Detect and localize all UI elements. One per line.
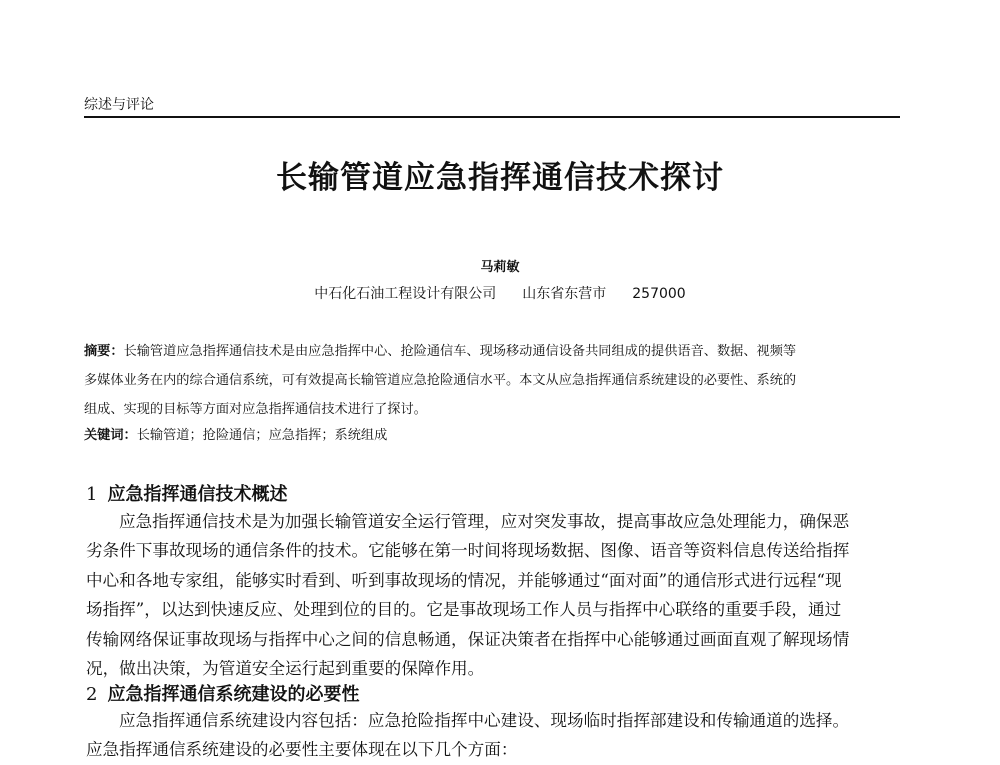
section-2-body	[86, 706, 902, 765]
section-2-heading	[86, 680, 359, 706]
paragraph-line: 应急指挥通信系统建设内容包括：应急抢险指挥中心建设、现场临时指挥部建设和传输通道的选择。	[119, 711, 850, 730]
affiliation-org: 中石化石油工程设计有限公司	[314, 286, 497, 302]
keywords-text: 长输管道；抢险通信；应急指挥；系统组成	[136, 428, 388, 443]
section-1-body	[86, 507, 902, 683]
paragraph-line: 传输网络保证事故现场与指挥中心之间的信息畅通，保证决策者在指挥中心能够通过画面直观了解现场情	[86, 629, 850, 649]
abstract-label: 摘要：	[84, 344, 124, 359]
paragraph-line: 场指挥”，以达到快速反应、处理到位的目的。它是事故现场工作人员与指挥中心联络的重要手段，通过	[86, 600, 842, 620]
keywords-label: 关键词：	[84, 428, 137, 443]
section-number: 2	[86, 684, 98, 705]
journal-section-header: 综述与评论	[84, 97, 154, 113]
author-affiliation	[0, 283, 1000, 303]
affiliation-city: 山东省东营市	[522, 286, 607, 302]
paragraph-line: 应急指挥通信技术是为加强长输管道安全运行管理，应对突发事故，提高事故应急处理能力，确保恶	[119, 512, 850, 531]
paragraph-line: 况，做出决策，为管道安全运行起到重要的保障作用。	[86, 659, 485, 679]
section-title: 应急指挥通信系统建设的必要性	[107, 684, 360, 705]
article-title: 长输管道应急指挥通信技术探讨	[276, 160, 724, 196]
abstract-line: 组成、实现的目标等方面对应急指挥通信技术进行了探讨。	[84, 402, 427, 417]
section-1-heading	[86, 480, 287, 506]
paragraph-line: 劣条件下事故现场的通信条件的技术。它能够在第一时间将现场数据、图像、语音等资料信息传送给指挥	[86, 541, 850, 561]
affiliation-postcode: 257000	[632, 286, 686, 302]
paragraph-line: 应急指挥通信系统建设的必要性主要体现在以下几个方面：	[86, 740, 518, 760]
author-name: 马莉敏	[480, 260, 520, 275]
abstract	[84, 337, 906, 424]
section-title: 应急指挥通信技术概述	[107, 484, 288, 505]
abstract-line: 多媒体业务在内的综合通信系统，可有效提高长输管道应急抢险通信水平。本文从应急指挥通信系统建设的必要性、系统的	[84, 373, 797, 388]
paragraph-line: 中心和各地专家组，能够实时看到、听到事故现场的情况，并能够通过“面对面”的通信形式进行远程“现	[86, 570, 842, 590]
abstract-line: 长输管道应急指挥通信技术是由应急指挥中心、抢险通信车、现场移动通信设备共同组成的提供语音、数据、视频等	[123, 344, 797, 359]
keywords	[84, 424, 387, 443]
header-rule	[84, 116, 900, 118]
section-number: 1	[86, 484, 98, 505]
